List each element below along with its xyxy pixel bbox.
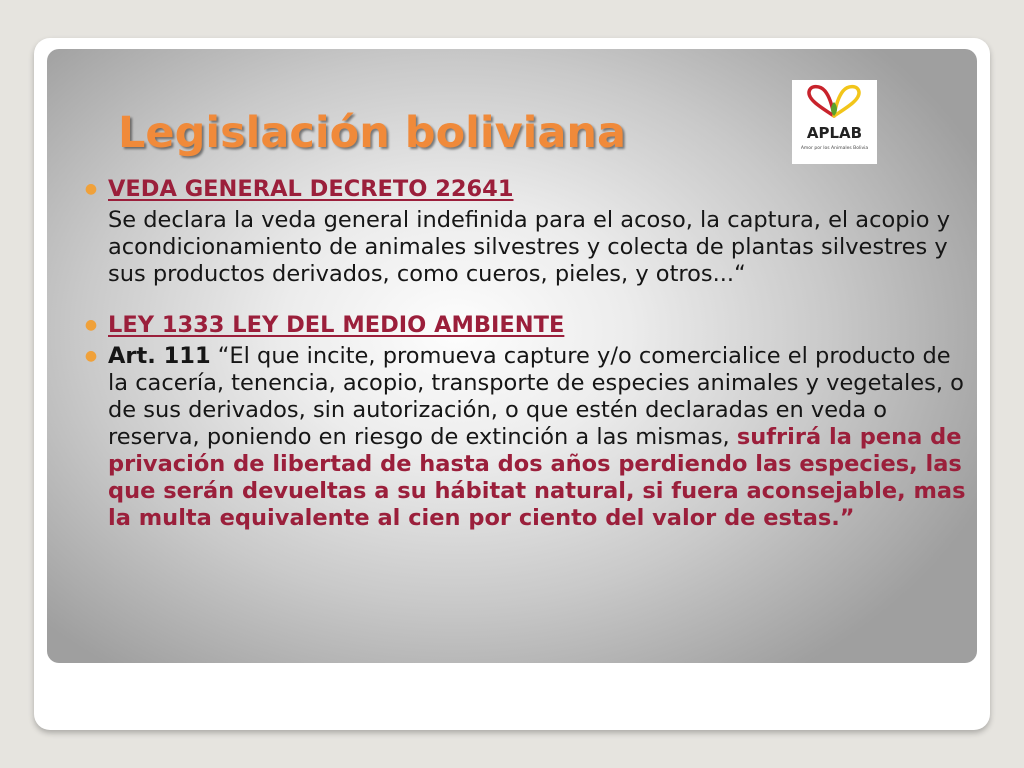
- item-heading-decree: VEDA GENERAL DECRETO 22641: [108, 176, 514, 202]
- item-text-article: [108, 343, 970, 532]
- article-text: “El que incite, promueva capture y/o comercialice el producto de la cacería, tenencia, acopio, transporte de especies animales y vegetales, o de sus derivados, sin autorización, o que estén declaradas en veda o reserva, poniendo en riesgo de extinción a las mismas,: [108, 343, 964, 450]
- article-label: Art. 111: [108, 343, 211, 369]
- spacer: [82, 288, 970, 312]
- item-text-decree: Se declara la veda general indefinida para el acoso, la captura, el acopio y acondicionamiento de animales silvestres y colecta de plantas silvestres y sus productos derivados, como cueros, pieles, y otros...“: [108, 207, 951, 287]
- list-item-article: [82, 343, 970, 532]
- bullet-icon: ●: [84, 348, 98, 364]
- aplab-heart-icon: [792, 80, 877, 164]
- logo-name: APLAB: [806, 124, 863, 142]
- slide-content: [82, 176, 970, 532]
- item-heading-law: LEY 1333 LEY DEL MEDIO AMBIENTE: [108, 312, 565, 338]
- slide-title: Legislación boliviana: [118, 108, 627, 158]
- aplab-logo: [792, 80, 877, 164]
- bullet-icon: ●: [84, 317, 98, 333]
- list-item-law: [82, 312, 970, 339]
- list-item-decree: [82, 176, 970, 288]
- bullet-icon: ●: [84, 181, 98, 197]
- article-penalty: sufrirá la pena de privación de libertad de hasta dos años perdiendo las especies, las que serán devueltas a su hábitat natural, si fuera aconsejable, mas la multa equivalente al cien por ciento del valor de estas.”: [108, 424, 966, 531]
- logo-slogan: Amor por los Animales Bolivia: [800, 146, 869, 151]
